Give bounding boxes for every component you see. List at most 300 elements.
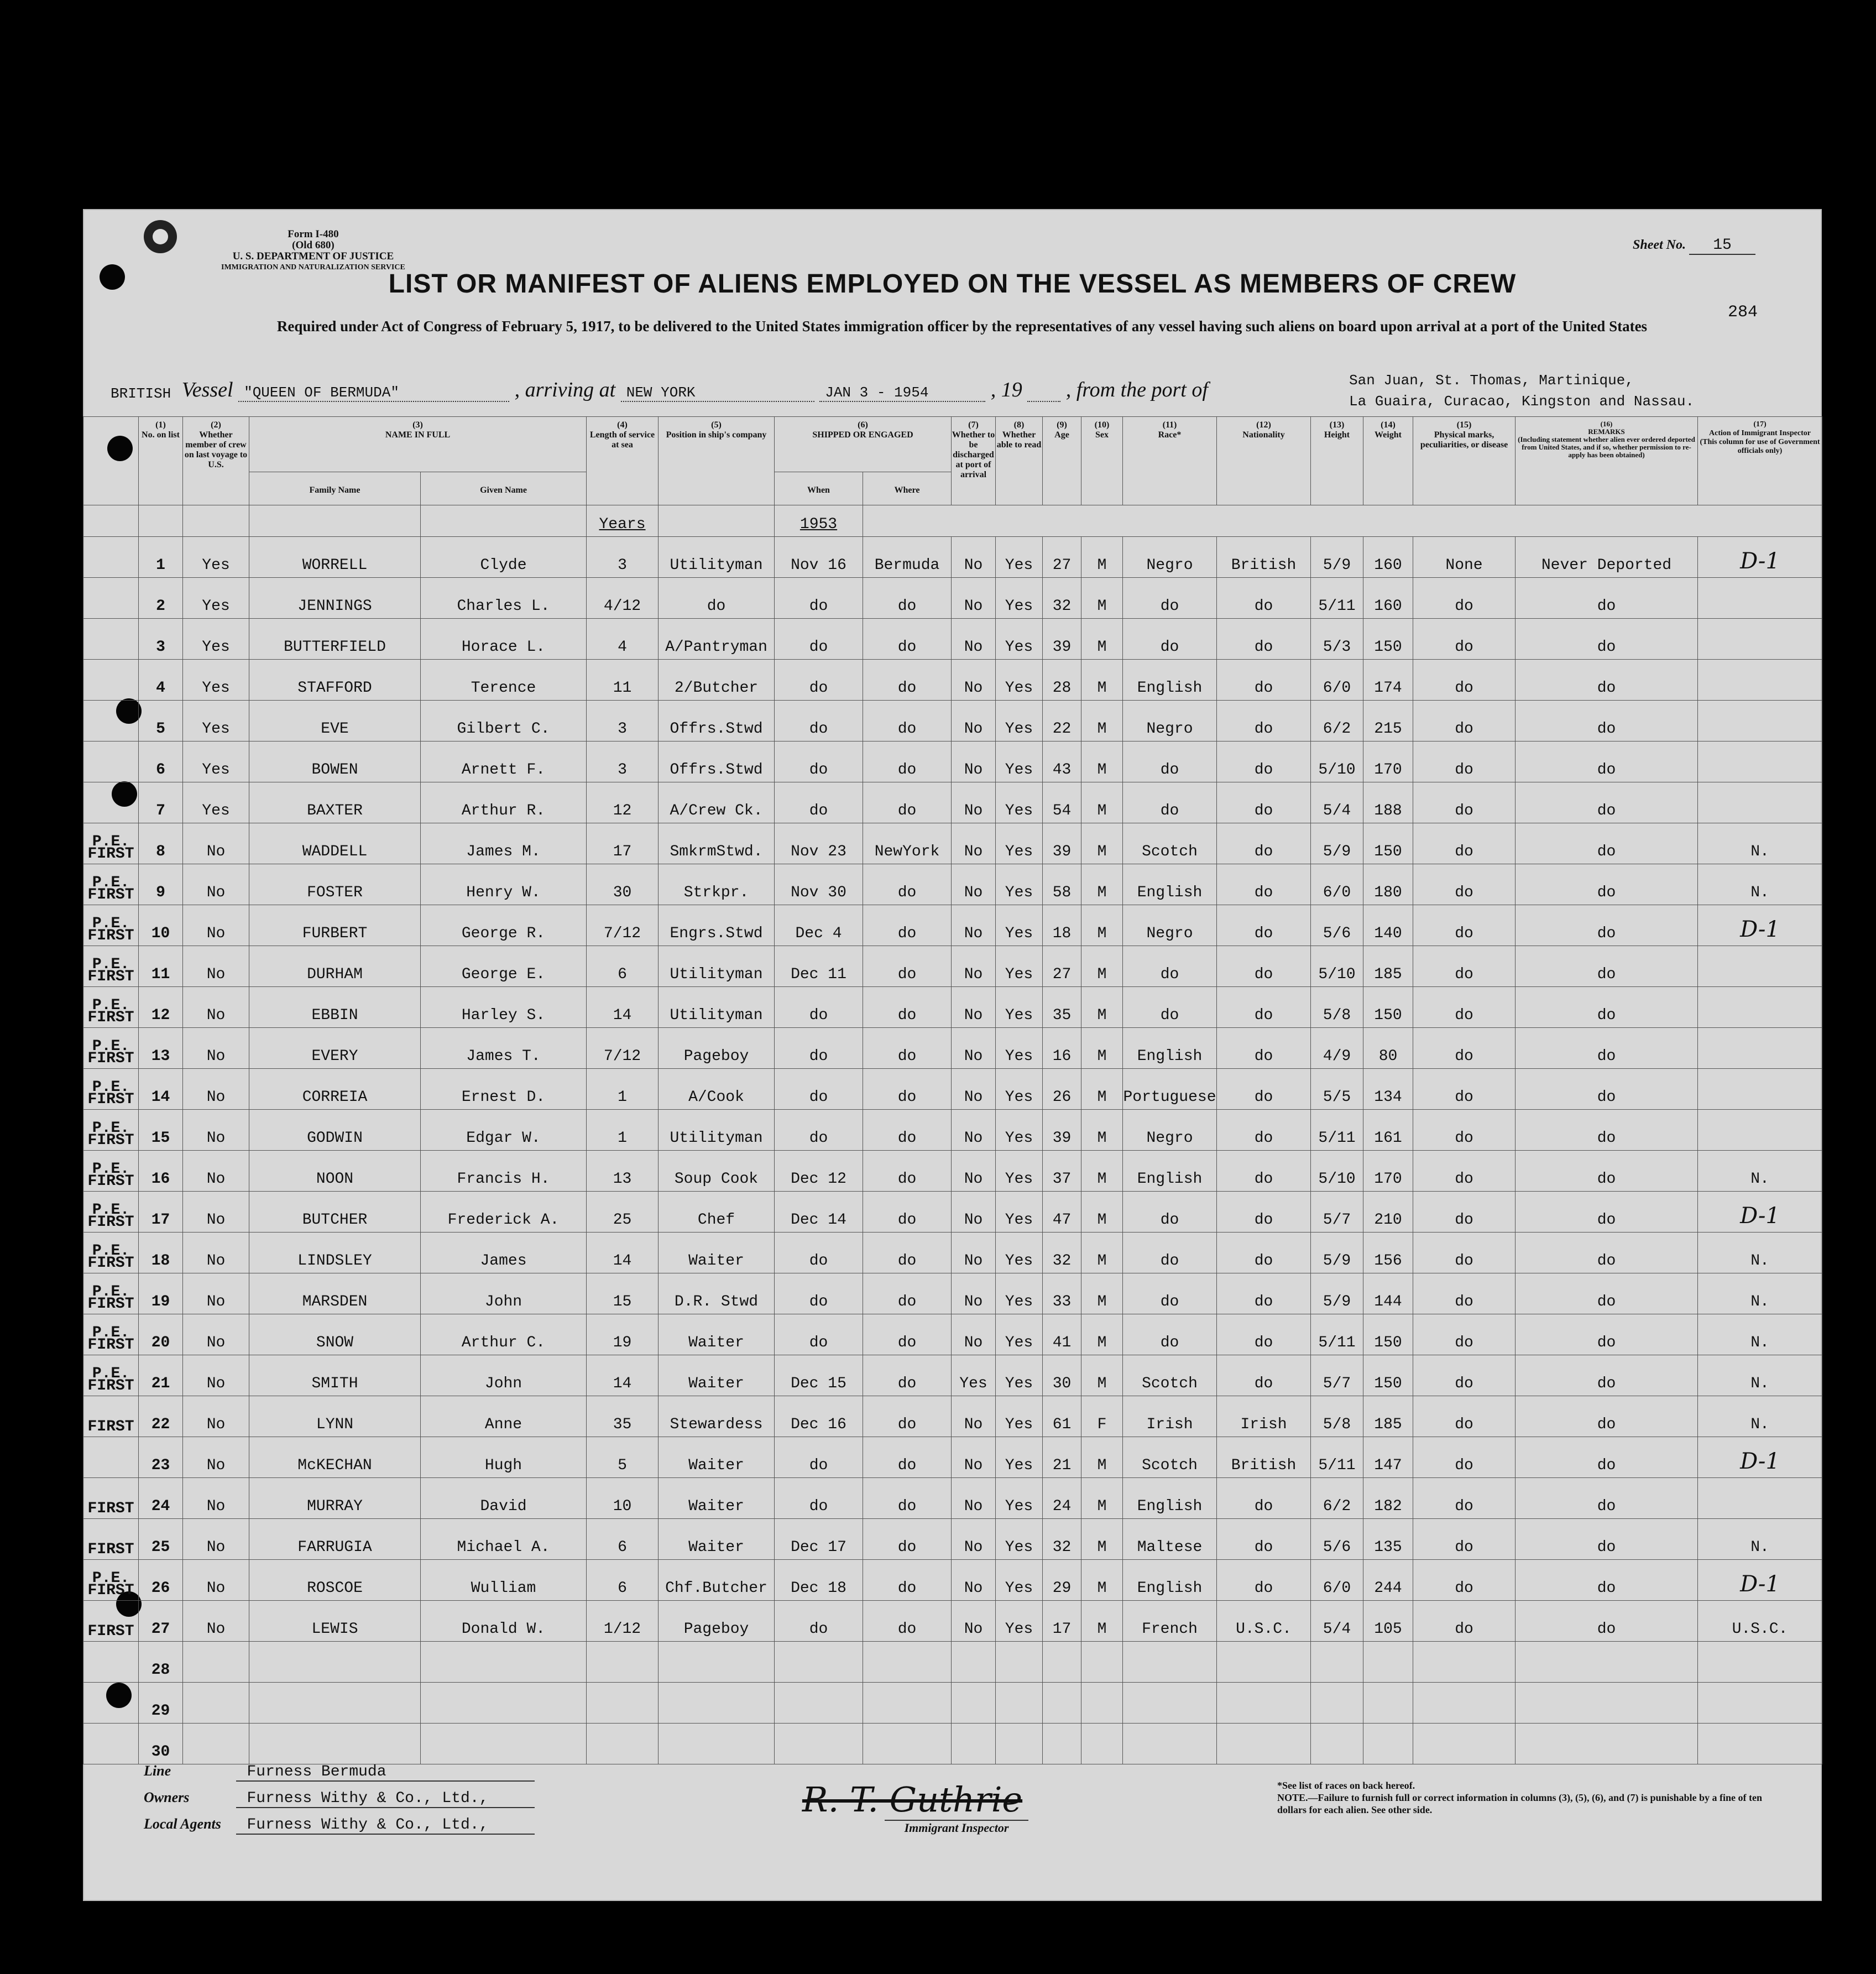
shipped-where-cell: do: [863, 701, 952, 741]
able-to-read-cell: Yes: [996, 1437, 1043, 1478]
race-cell: Negro: [1123, 905, 1217, 946]
position-cell: [659, 1724, 775, 1764]
discharged-cell: No: [952, 823, 996, 864]
where-header: Where: [863, 472, 952, 505]
weight-cell: 147: [1363, 1437, 1413, 1478]
row-number: 3: [139, 619, 183, 660]
discharged-cell: No: [952, 578, 996, 619]
shipped-when-cell: do: [775, 619, 863, 660]
remarks-cell: do: [1516, 701, 1698, 741]
line-field: [144, 1763, 535, 1782]
physical-marks-cell: do: [1413, 1560, 1516, 1601]
weight-cell: 150: [1363, 1355, 1413, 1396]
shipped-when-cell: [775, 1642, 863, 1683]
height-cell: [1311, 1642, 1363, 1683]
col-name-header: (3) NAME IN FULL: [249, 417, 587, 472]
remarks-cell: do: [1516, 1478, 1698, 1519]
able-to-read-cell: Yes: [996, 1601, 1043, 1642]
remarks-cell: do: [1516, 1519, 1698, 1560]
service-length-cell: 12: [587, 782, 659, 823]
given-name-cell: John: [421, 1355, 587, 1396]
last-voyage-cell: Yes: [183, 782, 249, 823]
age-cell: 32: [1043, 578, 1081, 619]
age-cell: 28: [1043, 660, 1081, 701]
weight-cell: 170: [1363, 741, 1413, 782]
age-cell: 21: [1043, 1437, 1081, 1478]
inspector-action-cell: [1698, 619, 1822, 660]
age-cell: 54: [1043, 782, 1081, 823]
inspector-signature: R. T. Guthrie: [802, 1779, 1023, 1820]
manifest-sheet: [83, 209, 1822, 1901]
race-cell: English: [1123, 1028, 1217, 1069]
able-to-read-cell: Yes: [996, 1028, 1043, 1069]
nationality-cell: do: [1217, 987, 1311, 1028]
inspector-action-cell: N.: [1698, 823, 1822, 864]
age-cell: 27: [1043, 946, 1081, 987]
age-cell: 26: [1043, 1069, 1081, 1110]
inspector-action-cell: [1698, 1028, 1822, 1069]
able-to-read-cell: Yes: [996, 1355, 1043, 1396]
age-cell: 47: [1043, 1192, 1081, 1233]
service-length-cell: 35: [587, 1396, 659, 1437]
row-class-marker: [83, 1437, 139, 1478]
race-cell: do: [1123, 578, 1217, 619]
service-length-cell: 6: [587, 1560, 659, 1601]
row-class-marker: P.E. FIRST: [83, 1314, 139, 1355]
race-cell: [1123, 1724, 1217, 1764]
family-name-cell: FARRUGIA: [249, 1519, 421, 1560]
family-name-cell: BAXTER: [249, 782, 421, 823]
agents-value: Furness Withy & Co., Ltd.,: [236, 1816, 535, 1835]
weight-cell: 134: [1363, 1069, 1413, 1110]
col-position-header: (5) Position in ship's company: [659, 417, 775, 505]
table-row: [83, 1396, 1822, 1437]
given-name-cell: Arthur C.: [421, 1314, 587, 1355]
service-length-cell: 25: [587, 1192, 659, 1233]
family-name-cell: BOWEN: [249, 741, 421, 782]
row-class-marker: [83, 1642, 139, 1683]
position-cell: Waiter: [659, 1437, 775, 1478]
physical-marks-cell: None: [1413, 537, 1516, 578]
sex-cell: M: [1081, 1233, 1123, 1273]
service-length-cell: 4: [587, 619, 659, 660]
race-cell: do: [1123, 782, 1217, 823]
position-cell: Pageboy: [659, 1028, 775, 1069]
height-cell: 5/11: [1311, 1314, 1363, 1355]
nationality-cell: do: [1217, 1478, 1311, 1519]
row-number: 14: [139, 1069, 183, 1110]
race-cell: Portuguese: [1123, 1069, 1217, 1110]
sex-cell: M: [1081, 1355, 1123, 1396]
discharged-cell: No: [952, 741, 996, 782]
age-cell: 32: [1043, 1519, 1081, 1560]
arrival-port: NEW YORK: [621, 384, 814, 402]
remarks-cell: do: [1516, 905, 1698, 946]
arriving-label: , arriving at: [514, 378, 616, 401]
shipped-when-cell: do: [775, 741, 863, 782]
sheet-number-field: [1633, 237, 1755, 255]
physical-marks-cell: do: [1413, 1396, 1516, 1437]
discharged-cell: No: [952, 1601, 996, 1642]
shipped-when-cell: do: [775, 660, 863, 701]
owners-label: Owners: [144, 1789, 190, 1805]
service-length-cell: 14: [587, 1233, 659, 1273]
row-class-marker: P.E. FIRST: [83, 1233, 139, 1273]
age-cell: 41: [1043, 1314, 1081, 1355]
table-row: [83, 1683, 1822, 1724]
able-to-read-cell: Yes: [996, 1273, 1043, 1314]
inspector-action-cell: D-1: [1698, 1560, 1822, 1601]
col-number-header: (1) No. on list: [139, 417, 183, 505]
given-name-cell: Arnett F.: [421, 741, 587, 782]
physical-marks-cell: do: [1413, 782, 1516, 823]
able-to-read-cell: Yes: [996, 1396, 1043, 1437]
row-number: 4: [139, 660, 183, 701]
races-note: *See list of races on back hereof.: [1277, 1780, 1415, 1791]
row-number: 2: [139, 578, 183, 619]
race-cell: French: [1123, 1601, 1217, 1642]
row-class-marker: [83, 537, 139, 578]
age-cell: 27: [1043, 537, 1081, 578]
row-class-marker: [83, 741, 139, 782]
sex-cell: M: [1081, 864, 1123, 905]
row-class-marker: P.E. FIRST: [83, 823, 139, 864]
shipped-where-cell: do: [863, 1314, 952, 1355]
physical-marks-cell: do: [1413, 946, 1516, 987]
weight-cell: 150: [1363, 1314, 1413, 1355]
shipped-where-cell: do: [863, 1273, 952, 1314]
family-name-cell: BUTCHER: [249, 1192, 421, 1233]
row-number: 11: [139, 946, 183, 987]
shipped-where-cell: do: [863, 741, 952, 782]
weight-cell: 144: [1363, 1273, 1413, 1314]
inspector-action-cell: [1698, 782, 1822, 823]
discharged-cell: No: [952, 1110, 996, 1151]
shipped-when-cell: Dec 17: [775, 1519, 863, 1560]
row-class-marker: FIRST: [83, 1396, 139, 1437]
remarks-cell: [1516, 1724, 1698, 1764]
table-row: [83, 1355, 1822, 1396]
shipped-when-cell: Dec 18: [775, 1560, 863, 1601]
shipped-where-cell: [863, 1642, 952, 1683]
shipped-where-cell: do: [863, 864, 952, 905]
table-row: [83, 619, 1822, 660]
last-voyage-cell: No: [183, 1437, 249, 1478]
last-voyage-cell: Yes: [183, 537, 249, 578]
row-class-marker: [83, 619, 139, 660]
physical-marks-cell: do: [1413, 823, 1516, 864]
given-name-cell: Frederick A.: [421, 1192, 587, 1233]
shipped-when-cell: [775, 1724, 863, 1764]
position-cell: Utilityman: [659, 537, 775, 578]
row-number: 8: [139, 823, 183, 864]
race-cell: do: [1123, 619, 1217, 660]
age-cell: 39: [1043, 619, 1081, 660]
weight-cell: 185: [1363, 946, 1413, 987]
weight-cell: 215: [1363, 701, 1413, 741]
able-to-read-cell: Yes: [996, 619, 1043, 660]
height-cell: 5/9: [1311, 823, 1363, 864]
physical-marks-cell: do: [1413, 1314, 1516, 1355]
family-name-cell: CORREIA: [249, 1069, 421, 1110]
able-to-read-cell: Yes: [996, 1478, 1043, 1519]
given-name-cell: Horace L.: [421, 619, 587, 660]
discharged-cell: No: [952, 701, 996, 741]
shipped-when-cell: do: [775, 701, 863, 741]
height-cell: 6/2: [1311, 1478, 1363, 1519]
shipped-where-cell: do: [863, 1396, 952, 1437]
nationality-cell: do: [1217, 1192, 1311, 1233]
table-row: [83, 987, 1822, 1028]
remarks-cell: do: [1516, 987, 1698, 1028]
age-cell: 24: [1043, 1478, 1081, 1519]
able-to-read-cell: Yes: [996, 1069, 1043, 1110]
given-name-cell: George E.: [421, 946, 587, 987]
discharged-cell: No: [952, 1519, 996, 1560]
race-cell: Scotch: [1123, 1355, 1217, 1396]
inspector-action-cell: [1698, 741, 1822, 782]
family-name-cell: [249, 1683, 421, 1724]
last-voyage-cell: Yes: [183, 741, 249, 782]
weight-cell: 80: [1363, 1028, 1413, 1069]
discharged-cell: [952, 1724, 996, 1764]
discharged-cell: No: [952, 1192, 996, 1233]
shipped-when-cell: do: [775, 1028, 863, 1069]
remarks-cell: do: [1516, 823, 1698, 864]
sex-cell: M: [1081, 905, 1123, 946]
row-number: 7: [139, 782, 183, 823]
race-cell: Maltese: [1123, 1519, 1217, 1560]
service-length-cell: [587, 1642, 659, 1683]
last-voyage-cell: No: [183, 864, 249, 905]
footnote: [1277, 1779, 1764, 1816]
table-row: [83, 741, 1822, 782]
row-class-marker: P.E. FIRST: [83, 1273, 139, 1314]
row-class-marker: P.E. FIRST: [83, 987, 139, 1028]
service-length-cell: 30: [587, 864, 659, 905]
shipped-when-cell: Nov 23: [775, 823, 863, 864]
inspector-action-cell: D-1: [1698, 905, 1822, 946]
height-cell: 5/4: [1311, 782, 1363, 823]
family-name-cell: GODWIN: [249, 1110, 421, 1151]
shipped-where-cell: do: [863, 1110, 952, 1151]
family-name-cell: WADDELL: [249, 823, 421, 864]
last-voyage-cell: No: [183, 823, 249, 864]
row-class-marker: P.E. FIRST: [83, 864, 139, 905]
given-name-cell: Clyde: [421, 537, 587, 578]
shipped-when-cell: Nov 16: [775, 537, 863, 578]
last-voyage-cell: No: [183, 1069, 249, 1110]
service-length-cell: 1/12: [587, 1601, 659, 1642]
row-number: 1: [139, 537, 183, 578]
physical-marks-cell: do: [1413, 660, 1516, 701]
service-length-cell: 7/12: [587, 905, 659, 946]
row-class-marker: P.E. FIRST: [83, 1355, 139, 1396]
position-cell: [659, 1683, 775, 1724]
position-cell: SmkrmStwd.: [659, 823, 775, 864]
remarks-cell: do: [1516, 1151, 1698, 1192]
row-number: 22: [139, 1396, 183, 1437]
last-voyage-cell: No: [183, 1601, 249, 1642]
position-cell: Waiter: [659, 1314, 775, 1355]
last-voyage-cell: No: [183, 1110, 249, 1151]
family-name-cell: WORRELL: [249, 537, 421, 578]
last-voyage-cell: No: [183, 1151, 249, 1192]
sex-cell: M: [1081, 619, 1123, 660]
nationality-cell: do: [1217, 946, 1311, 987]
family-name-cell: FURBERT: [249, 905, 421, 946]
race-cell: do: [1123, 1233, 1217, 1273]
sex-cell: F: [1081, 1396, 1123, 1437]
sex-cell: M: [1081, 1560, 1123, 1601]
discharged-cell: [952, 1683, 996, 1724]
table-row: [83, 1273, 1822, 1314]
given-name-cell: Hugh: [421, 1437, 587, 1478]
physical-marks-cell: do: [1413, 1478, 1516, 1519]
physical-marks-cell: do: [1413, 1233, 1516, 1273]
agents-field: [144, 1816, 535, 1835]
nationality-cell: do: [1217, 1069, 1311, 1110]
remarks-cell: do: [1516, 1437, 1698, 1478]
vessel-name: "QUEEN OF BERMUDA": [238, 384, 509, 402]
arrival-date: JAN 3 - 1954: [819, 384, 985, 402]
year-label: , 19: [990, 378, 1022, 401]
weight-cell: 244: [1363, 1560, 1413, 1601]
given-name-cell: [421, 1683, 587, 1724]
inspector-action-cell: [1698, 1110, 1822, 1151]
position-cell: Stewardess: [659, 1396, 775, 1437]
nationality-cell: British: [1217, 1437, 1311, 1478]
position-cell: Waiter: [659, 1355, 775, 1396]
physical-marks-cell: [1413, 1724, 1516, 1764]
position-cell: Utilityman: [659, 987, 775, 1028]
able-to-read-cell: Yes: [996, 578, 1043, 619]
weight-cell: 161: [1363, 1110, 1413, 1151]
service-length-cell: 1: [587, 1110, 659, 1151]
sex-cell: M: [1081, 578, 1123, 619]
remarks-cell: do: [1516, 1273, 1698, 1314]
last-voyage-cell: No: [183, 905, 249, 946]
physical-marks-cell: do: [1413, 864, 1516, 905]
position-cell: Waiter: [659, 1478, 775, 1519]
nationality-cell: do: [1217, 1273, 1311, 1314]
given-name-cell: Donald W.: [421, 1601, 587, 1642]
height-cell: 5/9: [1311, 537, 1363, 578]
race-cell: Scotch: [1123, 1437, 1217, 1478]
sex-cell: M: [1081, 537, 1123, 578]
shipped-where-cell: [863, 1683, 952, 1724]
row-number: 9: [139, 864, 183, 905]
last-voyage-cell: No: [183, 1273, 249, 1314]
row-class-marker: FIRST: [83, 1519, 139, 1560]
shipped-when-cell: Nov 30: [775, 864, 863, 905]
age-cell: 61: [1043, 1396, 1081, 1437]
col-remarks-header: (16) REMARKS (Including statement whether alien ever ordered deported from United States, and if so, whether permission to re-apply has been obtained): [1516, 417, 1698, 505]
position-cell: Offrs.Stwd: [659, 701, 775, 741]
weight-cell: 180: [1363, 864, 1413, 905]
age-cell: 37: [1043, 1151, 1081, 1192]
shipped-where-cell: do: [863, 946, 952, 987]
discharged-cell: No: [952, 946, 996, 987]
age-cell: 32: [1043, 1233, 1081, 1273]
physical-marks-cell: do: [1413, 1273, 1516, 1314]
row-class-marker: P.E. FIRST: [83, 1110, 139, 1151]
nationality-cell: do: [1217, 1233, 1311, 1273]
height-cell: 5/3: [1311, 619, 1363, 660]
race-cell: Negro: [1123, 1110, 1217, 1151]
table-row: [83, 1233, 1822, 1273]
able-to-read-cell: Yes: [996, 987, 1043, 1028]
given-name-cell: James T.: [421, 1028, 587, 1069]
height-cell: 5/7: [1311, 1192, 1363, 1233]
table-row: [83, 1192, 1822, 1233]
shipped-when-cell: do: [775, 1069, 863, 1110]
table-row: [83, 782, 1822, 823]
discharged-cell: No: [952, 1478, 996, 1519]
sex-cell: M: [1081, 1273, 1123, 1314]
remarks-cell: [1516, 1642, 1698, 1683]
inspector-action-cell: N.: [1698, 1233, 1822, 1273]
physical-marks-cell: do: [1413, 987, 1516, 1028]
race-cell: English: [1123, 660, 1217, 701]
inspector-action-cell: [1698, 1683, 1822, 1724]
height-cell: 6/0: [1311, 660, 1363, 701]
sheet-number: 15: [1689, 237, 1755, 255]
shipped-when-cell: do: [775, 1110, 863, 1151]
physical-marks-cell: do: [1413, 578, 1516, 619]
last-voyage-cell: [183, 1683, 249, 1724]
row-class-marker: [83, 578, 139, 619]
col-nationality-header: (12) Nationality: [1217, 417, 1311, 505]
service-length-cell: [587, 1683, 659, 1724]
row-number: 24: [139, 1478, 183, 1519]
shipped-when-cell: Dec 11: [775, 946, 863, 987]
row-number: 21: [139, 1355, 183, 1396]
col-age-header: (9) Age: [1043, 417, 1081, 505]
last-voyage-cell: No: [183, 1478, 249, 1519]
inspector-action-cell: [1698, 1724, 1822, 1764]
sex-cell: [1081, 1724, 1123, 1764]
position-cell: Offrs.Stwd: [659, 741, 775, 782]
last-voyage-cell: No: [183, 1519, 249, 1560]
service-length-cell: 11: [587, 660, 659, 701]
from-port-label: , from the port of: [1065, 378, 1208, 401]
position-cell: Soup Cook: [659, 1151, 775, 1192]
sex-cell: M: [1081, 823, 1123, 864]
from-ports-line-1: San Juan, St. Thomas, Martinique,: [1349, 372, 1634, 389]
sex-cell: M: [1081, 1437, 1123, 1478]
inspector-action-cell: N.: [1698, 864, 1822, 905]
discharged-cell: No: [952, 619, 996, 660]
sex-cell: M: [1081, 1314, 1123, 1355]
service-length-cell: 5: [587, 1437, 659, 1478]
row-number: 5: [139, 701, 183, 741]
sex-cell: M: [1081, 1478, 1123, 1519]
family-name-cell: LINDSLEY: [249, 1233, 421, 1273]
race-cell: English: [1123, 864, 1217, 905]
remarks-cell: do: [1516, 1233, 1698, 1273]
table-row: [83, 660, 1822, 701]
service-length-cell: 6: [587, 946, 659, 987]
height-cell: 5/6: [1311, 1519, 1363, 1560]
year-blank: [1027, 401, 1060, 402]
race-cell: do: [1123, 946, 1217, 987]
height-cell: 5/9: [1311, 1233, 1363, 1273]
nationality-cell: do: [1217, 1519, 1311, 1560]
height-cell: 5/4: [1311, 1601, 1363, 1642]
shipped-when-cell: Dec 16: [775, 1396, 863, 1437]
given-name-cell: [421, 1642, 587, 1683]
